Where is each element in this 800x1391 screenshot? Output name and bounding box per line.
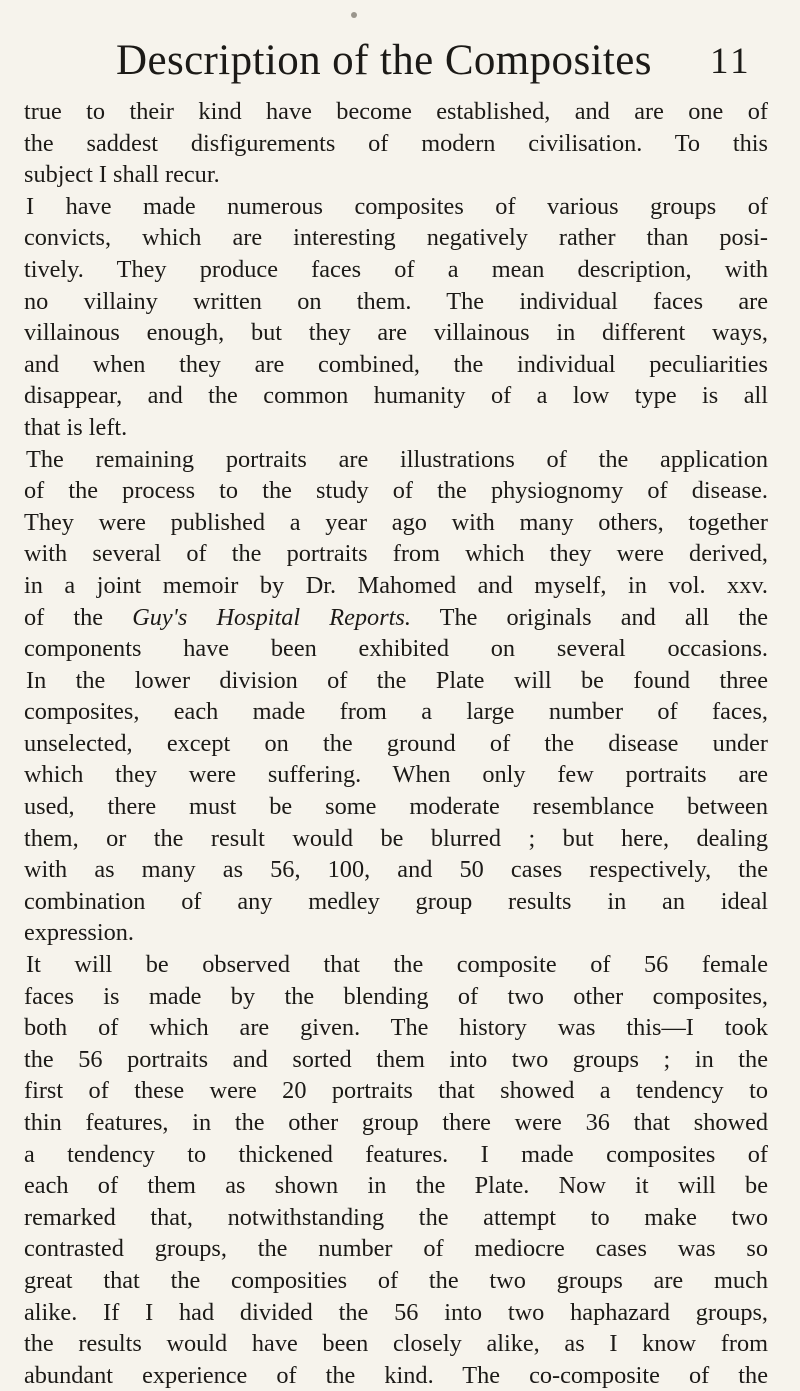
text-line: abundant experience of the kind. The co-composite of the <box>24 1361 768 1389</box>
text-line: with several of the portraits from which they were derived, <box>24 540 768 568</box>
running-header <box>0 26 800 86</box>
text-line: remarked that, notwithstanding the attempt to make two <box>24 1203 768 1231</box>
text-line: unselected, except on the ground of the disease under <box>24 729 768 757</box>
text-line: great that the composities of the two groups are much <box>24 1266 768 1294</box>
text-line: the results would have been closely alike, as I know from <box>24 1330 768 1358</box>
text-fragment: of the <box>24 603 104 631</box>
text-line: The remaining portraits are illustrations of the application <box>26 445 768 473</box>
text-line: true to their kind have become established, and are one of <box>24 98 768 125</box>
text-line: combination of any medley group results in an ideal <box>24 887 768 915</box>
printer-ornament <box>351 12 357 18</box>
text-line: composites, each made from a large number of faces, <box>24 698 768 726</box>
text-line: villainous enough, but they are villainous in different ways, <box>24 319 768 347</box>
running-title: Description of the Composites <box>116 37 652 84</box>
text-line: alike. If I had divided the 56 into two haphazard groups, <box>24 1298 768 1326</box>
text-line: them, or the result would be blurred ; but here, dealing <box>24 824 768 852</box>
text-line: first of these were 20 portraits that showed a tendency to <box>24 1077 768 1105</box>
text-line: of the process to the study of the physiognomy of disease. <box>24 477 768 505</box>
text-line: used, there must be some moderate resemblance between <box>24 793 768 821</box>
text-line: tively. They produce faces of a mean description, with <box>24 255 768 283</box>
text-line: I have made numerous composites of various groups of <box>26 192 768 220</box>
text-line: which they were suffering. When only few portraits are <box>24 761 768 789</box>
text-line: expression. <box>24 919 134 947</box>
text-line: with as many as 56, 100, and 50 cases respectively, the <box>24 856 768 884</box>
text-line: It will be observed that the composite of 56 female <box>26 951 768 979</box>
text-line: a tendency to thickened features. I made composites of <box>24 1140 768 1168</box>
text-fragment: The originals and all the <box>439 603 769 631</box>
text-line: the saddest disfigurements of modern civilisation. To this <box>24 129 768 157</box>
journal-title: Guy's Hospital Reports. <box>132 603 411 631</box>
text-line: convicts, which are interesting negatively rather than posi- <box>24 224 768 252</box>
text-line: disappear, and the common humanity of a low type is all <box>24 382 768 410</box>
text-line: thin features, in the other group there were 36 that showed <box>24 1109 768 1136</box>
page-number: 11 <box>710 41 752 82</box>
text-line: They were published a year ago with many others, together <box>24 508 768 536</box>
text-line: contrasted groups, the number of mediocre cases was so <box>24 1235 768 1263</box>
text-line: subject I shall recur. <box>24 161 220 189</box>
text-line: that is left. <box>24 413 128 441</box>
text-line: both of which are given. The history was this—I took <box>24 1014 768 1042</box>
text-line: the 56 portraits and sorted them into two groups ; in the <box>24 1045 768 1073</box>
text-line: each of them as shown in the Plate. Now it will be <box>24 1172 768 1200</box>
text-line: no villainy written on them. The individual faces are <box>24 287 768 315</box>
text-line: faces is made by the blending of two other composites, <box>24 982 768 1010</box>
text-line: and when they are combined, the individual peculiarities <box>24 350 768 378</box>
body-text <box>24 96 768 1391</box>
text-line: In the lower division of the Plate will be found three <box>26 666 768 694</box>
text-line: components have been exhibited on several occasions. <box>24 635 768 663</box>
text-line-with-citation <box>24 602 768 634</box>
text-line: in a joint memoir by Dr. Mahomed and myself, in vol. xxv. <box>24 571 768 599</box>
